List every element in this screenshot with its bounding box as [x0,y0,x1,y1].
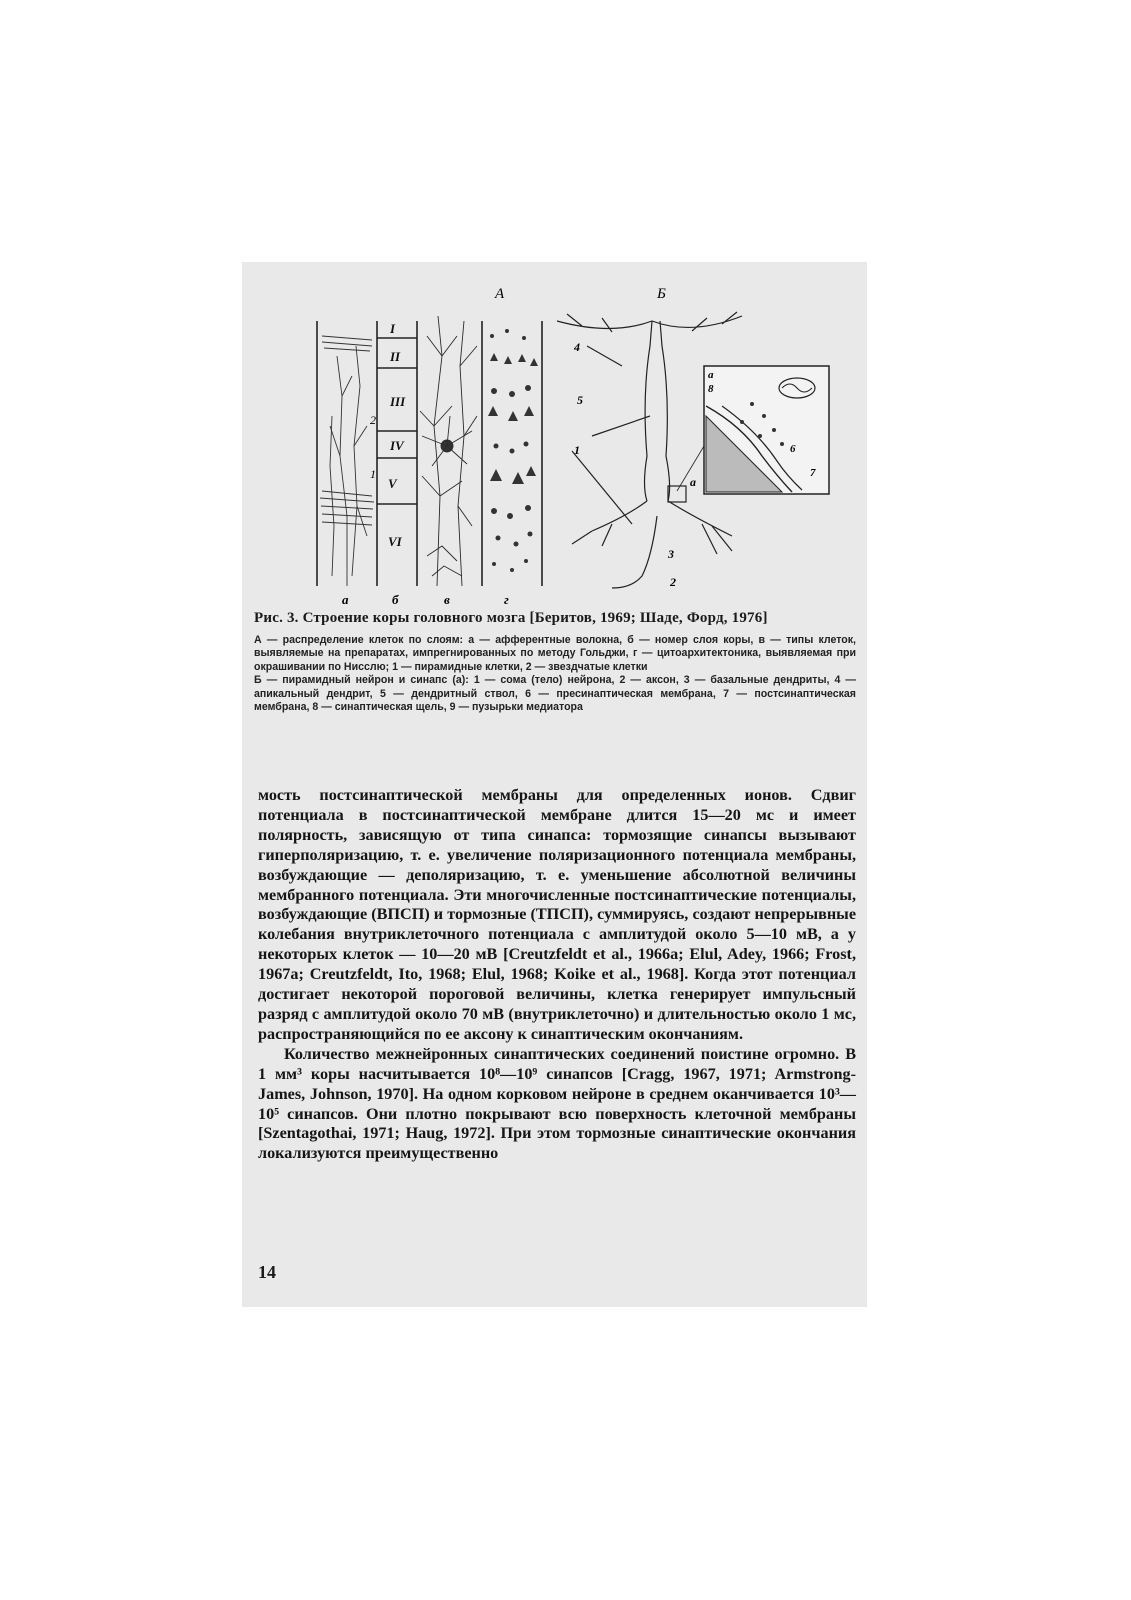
marker-b-3: 3 [668,547,674,561]
marker-b-4: 4 [574,340,580,354]
figure-cortex-structure [312,276,832,606]
inset-marker-8: 8 [708,383,714,395]
column-label-g: г [504,592,509,606]
layer-1: I [390,321,396,336]
figure-title: Рис. 3. Строение коры головного мозга [Беритов, 1969; Шаде, Форд, 1976] [254,610,768,626]
golgi-cells [420,316,477,586]
label-a: А [495,286,505,302]
body-text [258,786,856,1164]
layer-3: III [390,394,406,409]
afferent-fibers [320,336,374,586]
panel-a-markers [370,413,376,481]
layer-2: II [390,349,401,364]
caption-part-a: А — распределение клеток по слоям: а — афферентные волокна, б — номер слоя коры, в — типы клеток, выявляемые на препаратах, импрегнированных по методу Гольджи, г — цитоархитектоника, выявляемая при окрашивании по Нисслю; 1 — пирамидные клетки, 2 — звездчатые клетки [254,634,856,673]
marker-a-2: 2 [370,413,376,427]
marker-a-1: 1 [370,467,376,481]
inset-marker-7: 7 [810,467,816,479]
layer-6: VI [388,534,402,549]
label-b: Б [657,286,666,302]
figure-caption [254,634,856,714]
caption-part-b: Б — пирамидный нейрон и синапс (а): 1 — сома (тело) нейрона, 2 — аксон, 3 — базальные дендриты, 4 — апикальный дендрит, 5 — дендритный ствол, 6 — пресинаптическая мембрана, 7 — постсинаптическая мембрана, 8 — синаптическая щель, 9 — пузырьки медиатора [254,674,856,714]
layer-numerals [388,321,406,549]
marker-b-2: 2 [670,575,676,589]
page-number: 14 [258,1262,276,1282]
column-label-v: в [444,592,450,606]
inset-marker-6: 6 [790,443,796,455]
paragraph-1: мость постсинаптической мембраны для определенных ионов. Сдвиг потенциала в постсинаптической мембране длится 15—20 мс и имеет полярность, зависящую от типа синапса: тормозящие синапсы вызывают гиперполяризацию, т. е. увеличение поляризационного потенциала мембраны, возбуждающие — деполяризацию, т. е. уменьшение абсолютной величины мембранного потенциала. Эти многочисленные постсинаптические потенциалы, возбуждающие (ВПСП) и тормозные (ТПСП), суммируясь, создают непрерывные колебания внутриклеточного потенциала с амплитудой около 5—10 мВ, а у некоторых клеток — 10—20 мВ [Creutzfeldt et al., 1966a; Elul, Adey, 1966; Frost, 1967a; Creutzfeldt, Ito, 1968; Elul, 1968; Koike et al., 1968]. Когда этот потенциал достигает некоторой пороговой величины, клетка генерирует импульсный разряд с амплитудой около 70 мВ (внутриклеточно) и длительностью около 1 мс, распространяющийся по ее аксону к синаптическим окончаниям. [258,786,856,1043]
column-label-b: б [392,592,399,606]
column-label-a: а [342,592,349,606]
nissl-cells [488,329,538,572]
layer-5: V [388,476,397,491]
marker-b-a: а [690,475,696,489]
paragraph-2: Количество межнейронных синаптических соединений поистине огромно. В 1 мм³ коры насчитывается 10⁸—10⁹ синапсов [Cragg, 1967, 1971; Armstrong-James, Johnson, 1970]. На одном корковом нейроне в среднем оканчивается 10³—10⁵ синапсов. Они плотно покрывают всю поверхность клеточной мембраны [Szentagothai, 1971; Haug, 1972]. При этом тормозные синаптические окончания локализуются преимущественно [258,1044,856,1163]
panel-b-markers [573,340,696,589]
layer-4: IV [390,438,404,453]
marker-b-1: 1 [574,443,580,457]
column-labels [342,592,509,606]
inset-marker-a: а [708,369,714,381]
marker-b-5: 5 [577,393,583,407]
scanned-page [242,262,867,1307]
figure-drawing [312,276,832,606]
